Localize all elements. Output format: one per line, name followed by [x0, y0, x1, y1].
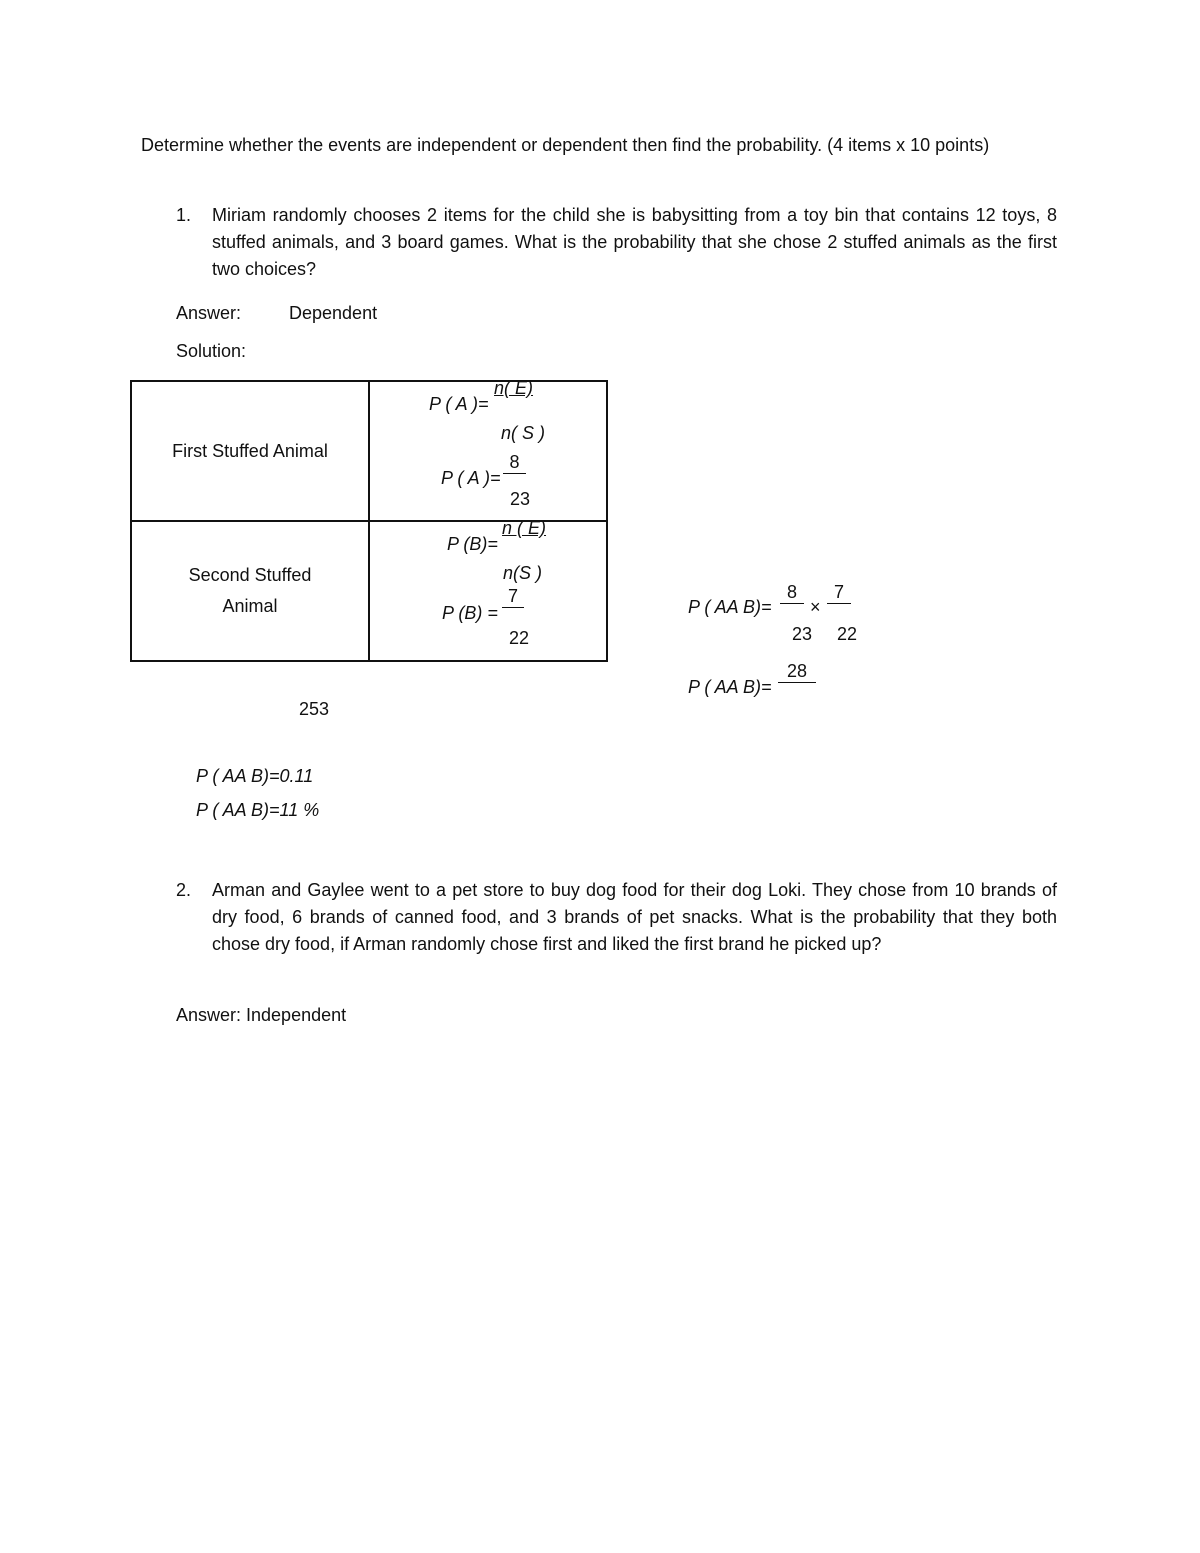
pb-numerator: n ( E)	[502, 518, 547, 538]
calc1-denominator-2: 22	[837, 624, 858, 644]
answer-1-label: Answer:	[176, 303, 242, 323]
calc1-numerator-1: 8	[780, 582, 804, 604]
question-2-text: Arman and Gaylee went to a pet store to buy dog food for their dog Loki. They chose from 10 brands of dry food, 6 brands of canned food, and 3 brands of pet snacks. What is the probability that they both chose dry food, if Arman randomly chose first and liked the first brand he picked up?	[212, 880, 1057, 954]
pb-denominator: n(S )	[503, 563, 543, 583]
pa-denominator: n( S )	[501, 423, 546, 443]
calc2-denominator: 253	[299, 699, 330, 719]
solution-table	[130, 380, 608, 662]
calc2-lhs: P ( AA B)=	[688, 677, 772, 697]
solution-label: Solution:	[176, 341, 247, 361]
question-2-number: 2.	[176, 880, 192, 900]
answer-2: Answer: Independent	[176, 1005, 347, 1025]
instructions: Determine whether the events are independent or dependent then find the probability. (4 items x 10 points)	[141, 135, 990, 155]
question-1-number: 1.	[176, 205, 192, 225]
row-label-first	[131, 381, 369, 521]
result-percent: P ( AA B)=11 %	[196, 800, 320, 820]
calc1-times: ×	[810, 597, 821, 617]
pa-numerator: n( E)	[494, 378, 534, 398]
pb-lhs: P (B)=	[447, 534, 498, 554]
pb2-denominator: 22	[509, 628, 530, 648]
pb2-lhs: P (B) =	[442, 603, 498, 623]
pa2-denominator: 23	[510, 489, 531, 509]
pa2-numerator: 8	[503, 452, 526, 474]
pb2-numerator: 7	[502, 586, 524, 608]
answer-1-value: Dependent	[289, 303, 378, 323]
calc1-lhs: P ( AA B)=	[688, 597, 772, 617]
table-row	[131, 521, 607, 661]
question-1-text: Miriam randomly chooses 2 items for the child she is babysitting from a toy bin that contains 12 toys, 8 stuffed animals, and 3 board games. What is the probability that she chose 2 stuffed animals as the first two choices?	[212, 205, 1057, 279]
pa-lhs: P ( A )=	[429, 394, 489, 414]
first-stuffed-animal-label: First Stuffed Animal	[172, 440, 328, 461]
second-stuffed-label-line2: Animal	[222, 596, 278, 616]
formula-cell-a	[369, 378, 607, 521]
pa2-lhs: P ( A )=	[441, 468, 501, 488]
result-decimal: P ( AA B)=0.11	[196, 766, 314, 786]
calc1-denominator-1: 23	[792, 624, 813, 644]
row-label-second	[131, 521, 369, 661]
second-stuffed-label-line1: Second Stuffed	[188, 565, 312, 585]
formula-cell-b	[369, 518, 607, 661]
calc1-numerator-2: 7	[827, 582, 851, 604]
calc2-numerator: 28	[778, 661, 816, 683]
table-row	[131, 381, 607, 521]
